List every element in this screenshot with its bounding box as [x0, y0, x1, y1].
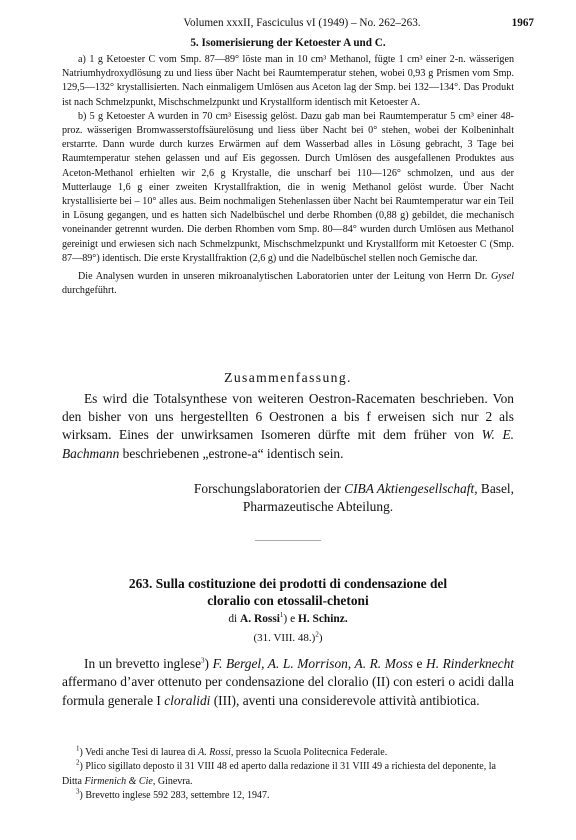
company-name: CIBA Aktiengesellschaft [344, 481, 475, 496]
lab-affiliation: Forschungslaboratorien der CIBA Aktiengesellschaft, Basel, Pharmazeutische Abteilung. [62, 480, 514, 516]
bachmann-name: W. E. Bachmann [62, 427, 514, 461]
article-title: 263. Sulla costituzione dei prodotti di condensazione del cloralio con etossalil-chetoni [128, 576, 448, 608]
received-date: (31. VIII. 48.)$^2$) [253, 630, 323, 644]
footnote-3: $^3$) Brevetto inglese 592 283, settembre 12, 1947. [76, 787, 270, 802]
experimental-text [62, 53, 514, 298]
footnote-1: $^1$) Vedi anche Tesi di laurea di A. Rossi, presso la Scuola Politecnica Federale. [76, 744, 388, 758]
cloralidi-term: cloralidi [164, 692, 211, 708]
running-header [98, 17, 534, 33]
analysis-note: Die Analysen wurden in unseren mikroanalytischen Laboratorien unter der Leitung von Herrn Dr. Gysel durchgeführt. [62, 271, 514, 297]
author-rossi: A. Rossi [240, 613, 280, 625]
analyst-name: Gysel [491, 271, 514, 283]
footnote-2: $^2$) Plico sigillato deposto il 31 VIII 48 ed aperto dalla redazione il 31 VIII 49 a richiesta del deponente, la Ditta Firmenich & Cie, Ginevra. [62, 759, 496, 787]
footnotes [62, 746, 514, 804]
article-intro: In un brevetto inglese$^3$) F. Bergel, A. L. Morrison, A. R. Moss e H. Rinderknecht affermano d’aver ottenuto per condensazione del cloralio (II) con esteri o acidi dalla formula generale I cloralidi (III), aventi una considerevole attività antibiotica. [62, 656, 515, 708]
summary-heading: Zusammenfassung. [224, 370, 352, 385]
paragraph-b: b) 5 g Ketoester A wurden in 70 cm³ Eisessig gelöst. Dazu gab man bei Raumtemperatur 5 cm³ einer 48-proz. wässerigen Bromwasserstoffsäurelösung und liess über Nacht bei 0° stehen, wobei der Kolbeninhalt erstarrte. Dann wurde durch kurzes Erwärmen auf dem Wasserbad alles in Lösung gebracht, 3 Tage bei Raumtemperatur stehen gelassen und auf Eis gegossen. Durch Umlösen des ausgefallenen Produktes aus Aceton-Methanol erhielten wir 2,6 g Krystalle, die unscharf bei 110—126° schmolzen, und aus der Mutterlauge 1,6 g einer zweiten Krystallfraktion, die in wenig Methanol gelöst wurde. Über Nacht krystallisierte bei – 10° alles aus. Beim nochmaligen Stehenlassen über Nacht bei Raumtemperatur war ein Teil in Lösung gegangen, und es hatten sich Nadelbüschel und derbe Rhomben (0,88 g) gebildet, die mechanisch voneinander getrennt wurden. Die derben Rhomben vom Smp. 80—84° wurden durch Umlösen aus Methanol gereinigt und erwiesen sich nach Schmelzpunkt, Mischschmelzpunkt und Krystallform mit Ketoester C (Smp. 87—89°) identisch. Die erste Krystallfraktion (2,6 g) und die Nadelbüschel stellen noch Gemische dar. [62, 110, 514, 264]
running-title: Volumen xxxII, Fasciculus vI (1949) – No. 262–263. [183, 17, 421, 29]
department: Pharmazeutische Abteilung. [242, 499, 394, 515]
page-number: 1967 [511, 17, 534, 29]
section-heading: 5. Isomerisierung der Ketoester A und C. [190, 37, 386, 49]
article-authors: di A. Rossi$^1$) e H. Schinz. [228, 611, 348, 625]
separator-rule [255, 540, 321, 541]
author-schinz: H. Schinz. [297, 613, 348, 625]
summary-text: Es wird die Totalsynthese von weiteren Oestron-Racematen beschrieben. Von den bisher von uns hergestellten 6 Oestronen a bis f erweisen sich nur 2 als wirksam. Eines der unwirksamen Isomeren dürfte mit dem früher von W. E. Bachmann beschriebenen „estrone-a“ identisch sein. [62, 391, 514, 461]
paragraph-a: a) 1 g Ketoester C vom Smp. 87—89° löste man in 10 cm³ Methanol, fügte 1 cm³ einer 2-n. wässerigen Natriumhydroxydlösung zu und liess über Nacht bei Raumtemperatur stehen, wobei 0,93 g Prismen vom Smp. 129,5—132° krystallisierten. Nach einmaligem Umlösen aus Aceton lag der Smp. bei 132—134°. Das Produkt ist nach Schmelzpunkt, Mischschmelzpunkt und Krystallform identisch mit Ketoester A. [62, 54, 514, 108]
